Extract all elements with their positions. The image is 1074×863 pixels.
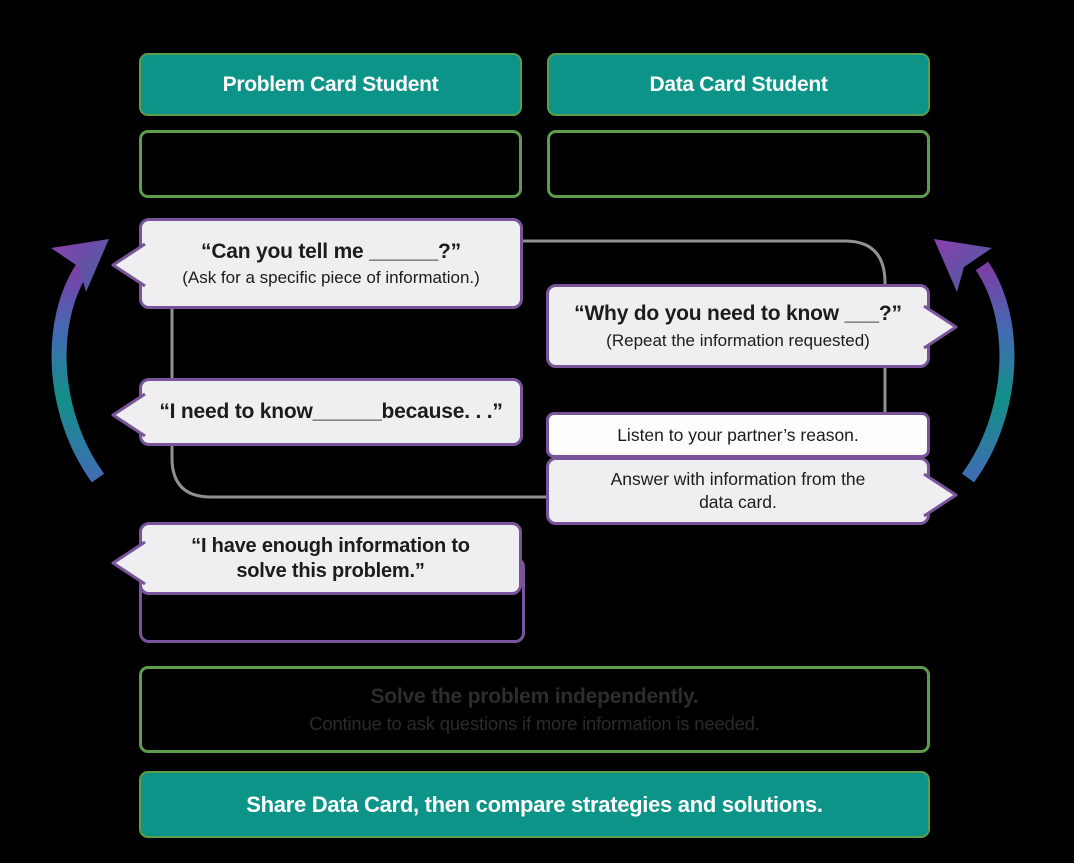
problem-card-student-header xyxy=(139,53,522,116)
box-listen-to-partner xyxy=(546,412,930,458)
problem-card-student-label: Problem Card Student xyxy=(222,72,439,96)
data-card-student-header xyxy=(547,53,930,116)
bubble-title: “I have enough information to solve this problem.” xyxy=(191,534,470,582)
listen-text: Listen to your partner’s reason. xyxy=(617,424,859,445)
answer-text: Answer with information from the data card. xyxy=(610,469,866,512)
share-data-card-box xyxy=(139,771,930,838)
bubble-title: “I need to know______because. . .” xyxy=(159,399,503,423)
speech-tail-left-icon xyxy=(110,242,146,288)
bubble-subtitle: (Ask for a specific piece of information.) xyxy=(182,268,480,287)
bubble-title: “Can you tell me ______?” xyxy=(201,239,461,263)
bubble-can-you-tell-me xyxy=(139,218,523,309)
bubble-i-need-to-know xyxy=(139,378,523,446)
left-cycle-arrow-icon xyxy=(51,239,109,478)
solve-subtitle: Continue to ask questions if more information is needed. xyxy=(309,712,760,734)
bubble-enough-information xyxy=(139,522,522,595)
speech-tail-left-icon xyxy=(110,540,146,586)
speech-tail-right-icon xyxy=(923,472,959,518)
bubble-answer-with-info xyxy=(546,457,930,525)
right-cycle-arrow-icon xyxy=(934,239,1007,478)
bubble-title: “Why do you need to know ___?” xyxy=(574,302,902,326)
solve-problem-box xyxy=(139,666,930,753)
share-data-card-label: Share Data Card, then compare strategies and solutions. xyxy=(246,791,823,817)
bubble-subtitle: (Repeat the information requested) xyxy=(606,330,870,350)
speech-tail-left-icon xyxy=(110,392,146,438)
data-card-empty-box xyxy=(547,130,930,198)
speech-tail-right-icon xyxy=(923,304,959,350)
problem-card-empty-box xyxy=(139,130,522,198)
connector-can-to-why xyxy=(523,241,885,287)
bubble-why-do-you-need xyxy=(546,284,930,368)
connector-need-to-answer xyxy=(172,445,548,497)
data-card-student-label: Data Card Student xyxy=(649,72,828,96)
solve-title: Solve the problem independently. xyxy=(370,684,699,708)
